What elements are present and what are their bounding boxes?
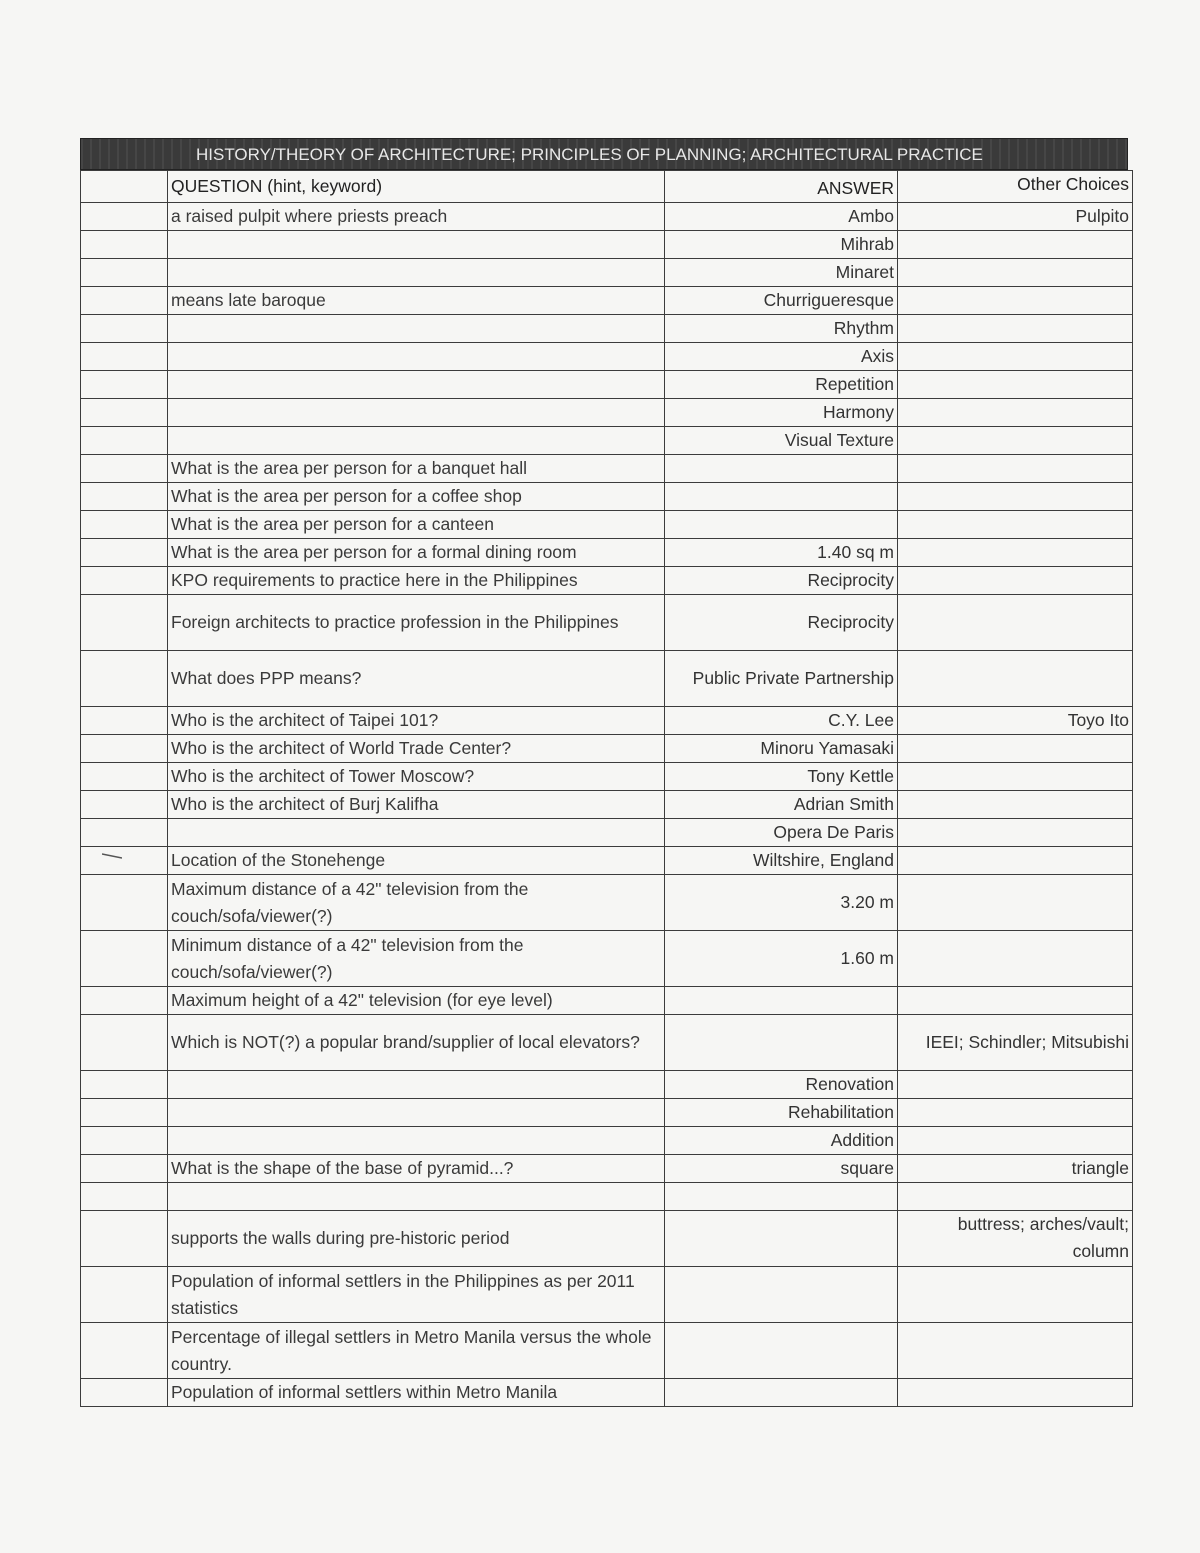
answer-cell xyxy=(665,483,898,511)
question-cell xyxy=(168,343,665,371)
table-row xyxy=(81,1015,1133,1071)
other-choices-cell xyxy=(898,875,1133,931)
table-row xyxy=(81,875,1133,931)
question-column-header: QUESTION (hint, keyword) xyxy=(168,171,665,203)
index-cell xyxy=(81,1211,168,1267)
question-cell: Location of the Stonehenge xyxy=(168,847,665,875)
index-cell xyxy=(81,875,168,931)
table-row xyxy=(81,399,1133,427)
answer-cell: Renovation xyxy=(665,1071,898,1099)
answer-cell: Public Private Partnership xyxy=(665,651,898,707)
table-row xyxy=(81,455,1133,483)
other-choices-cell: triangle xyxy=(898,1155,1133,1183)
index-cell xyxy=(81,231,168,259)
index-cell xyxy=(81,1127,168,1155)
index-cell xyxy=(81,735,168,763)
other-choices-cell xyxy=(898,1099,1133,1127)
table-row xyxy=(81,987,1133,1015)
other-choices-cell xyxy=(898,427,1133,455)
table-row xyxy=(81,1071,1133,1099)
question-cell: supports the walls during pre-historic period xyxy=(168,1211,665,1267)
index-cell xyxy=(81,1071,168,1099)
question-cell xyxy=(168,1183,665,1211)
question-cell: Who is the architect of Burj Kalifha xyxy=(168,791,665,819)
table-row xyxy=(81,651,1133,707)
index-cell xyxy=(81,1099,168,1127)
question-cell xyxy=(168,231,665,259)
other-choices-cell: IEEI; Schindler; Mitsubishi xyxy=(898,1015,1133,1071)
answer-cell xyxy=(665,1323,898,1379)
answer-cell: 1.40 sq m xyxy=(665,539,898,567)
other-choices-cell xyxy=(898,1071,1133,1099)
question-cell: KPO requirements to practice here in the Philippines xyxy=(168,567,665,595)
other-choices-cell xyxy=(898,763,1133,791)
other-choices-cell: buttress; arches/vault; column xyxy=(898,1211,1133,1267)
other-choices-cell xyxy=(898,595,1133,651)
question-cell: Population of informal settlers within Metro Manila xyxy=(168,1379,665,1407)
index-cell xyxy=(81,791,168,819)
other-choices-cell xyxy=(898,931,1133,987)
answer-cell xyxy=(665,511,898,539)
table-row xyxy=(81,567,1133,595)
other-choices-cell xyxy=(898,1379,1133,1407)
table-row xyxy=(81,735,1133,763)
other-choices-cell xyxy=(898,231,1133,259)
other-choices-cell xyxy=(898,315,1133,343)
other-choices-cell xyxy=(898,567,1133,595)
question-cell: What does PPP means? xyxy=(168,651,665,707)
other-choices-cell xyxy=(898,651,1133,707)
answer-cell: Wiltshire, England xyxy=(665,847,898,875)
index-cell xyxy=(81,931,168,987)
index-cell xyxy=(81,171,168,203)
table-row xyxy=(81,1323,1133,1379)
question-cell xyxy=(168,399,665,427)
table-row xyxy=(81,847,1133,875)
question-cell xyxy=(168,1071,665,1099)
other-choices-cell xyxy=(898,1127,1133,1155)
question-cell: Percentage of illegal settlers in Metro Manila versus the whole country. xyxy=(168,1323,665,1379)
index-cell xyxy=(81,651,168,707)
question-cell xyxy=(168,1099,665,1127)
index-cell xyxy=(81,483,168,511)
answer-cell xyxy=(665,1211,898,1267)
other-choices-cell xyxy=(898,987,1133,1015)
table-row xyxy=(81,259,1133,287)
index-cell xyxy=(81,707,168,735)
table-row xyxy=(81,539,1133,567)
answer-cell: Opera De Paris xyxy=(665,819,898,847)
answer-cell: 3.20 m xyxy=(665,875,898,931)
index-cell xyxy=(81,567,168,595)
question-cell: What is the shape of the base of pyramid...? xyxy=(168,1155,665,1183)
other-choices-cell xyxy=(898,819,1133,847)
answer-cell: Axis xyxy=(665,343,898,371)
index-cell xyxy=(81,1155,168,1183)
answer-column-header: ANSWER xyxy=(665,171,898,203)
answer-cell xyxy=(665,1015,898,1071)
index-cell xyxy=(81,763,168,791)
answer-cell: Visual Texture xyxy=(665,427,898,455)
table-row xyxy=(81,763,1133,791)
answer-cell: Harmony xyxy=(665,399,898,427)
question-cell: What is the area per person for a coffee shop xyxy=(168,483,665,511)
table-row xyxy=(81,231,1133,259)
question-cell xyxy=(168,315,665,343)
answer-cell xyxy=(665,1267,898,1323)
question-cell: Foreign architects to practice profession in the Philippines xyxy=(168,595,665,651)
other-choices-cell xyxy=(898,791,1133,819)
index-cell xyxy=(81,847,168,875)
question-cell: a raised pulpit where priests preach xyxy=(168,203,665,231)
other-choices-cell xyxy=(898,483,1133,511)
answer-cell: Minaret xyxy=(665,259,898,287)
other-choices-cell xyxy=(898,455,1133,483)
answer-cell: Rehabilitation xyxy=(665,1099,898,1127)
index-cell xyxy=(81,987,168,1015)
other-choices-cell xyxy=(898,371,1133,399)
table-row xyxy=(81,931,1133,987)
index-cell xyxy=(81,1379,168,1407)
question-cell: Who is the architect of Taipei 101? xyxy=(168,707,665,735)
answer-cell xyxy=(665,987,898,1015)
answer-cell: Minoru Yamasaki xyxy=(665,735,898,763)
answer-cell: Repetition xyxy=(665,371,898,399)
index-cell xyxy=(81,287,168,315)
table-row xyxy=(81,1267,1133,1323)
table-row xyxy=(81,1379,1133,1407)
question-cell xyxy=(168,427,665,455)
index-cell xyxy=(81,1267,168,1323)
table-row xyxy=(81,791,1133,819)
question-cell xyxy=(168,1127,665,1155)
other-choices-cell xyxy=(898,847,1133,875)
answer-cell: square xyxy=(665,1155,898,1183)
question-cell: Maximum height of a 42" television (for eye level) xyxy=(168,987,665,1015)
table-row xyxy=(81,427,1133,455)
table-row xyxy=(81,287,1133,315)
other-choices-cell xyxy=(898,511,1133,539)
question-cell: Who is the architect of Tower Moscow? xyxy=(168,763,665,791)
table-row xyxy=(81,819,1133,847)
header-row xyxy=(81,171,1133,203)
question-cell: Minimum distance of a 42" television from the couch/sofa/viewer(?) xyxy=(168,931,665,987)
question-cell: Who is the architect of World Trade Center? xyxy=(168,735,665,763)
question-cell: Which is NOT(?) a popular brand/supplier of local elevators? xyxy=(168,1015,665,1071)
other-choices-cell xyxy=(898,1267,1133,1323)
index-cell xyxy=(81,259,168,287)
index-cell xyxy=(81,819,168,847)
table-row xyxy=(81,1211,1133,1267)
other-choices-cell: Toyo Ito xyxy=(898,707,1133,735)
index-cell xyxy=(81,315,168,343)
index-cell xyxy=(81,1183,168,1211)
index-cell xyxy=(81,595,168,651)
pen-tick-mark xyxy=(102,853,122,859)
table-row xyxy=(81,511,1133,539)
index-cell xyxy=(81,203,168,231)
qa-table xyxy=(80,170,1133,1407)
index-cell xyxy=(81,1323,168,1379)
answer-cell: Adrian Smith xyxy=(665,791,898,819)
table-row xyxy=(81,343,1133,371)
other-choices-cell: Pulpito xyxy=(898,203,1133,231)
question-cell: What is the area per person for a formal dining room xyxy=(168,539,665,567)
table-row xyxy=(81,483,1133,511)
other-choices-cell xyxy=(898,287,1133,315)
index-cell xyxy=(81,427,168,455)
question-cell: Population of informal settlers in the Philippines as per 2011 statistics xyxy=(168,1267,665,1323)
other-choices-cell xyxy=(898,399,1133,427)
question-cell xyxy=(168,259,665,287)
sheet-title-banner: HISTORY/THEORY OF ARCHITECTURE; PRINCIPLES OF PLANNING; ARCHITECTURAL PRACTICE xyxy=(80,138,1128,170)
index-cell xyxy=(81,511,168,539)
answer-cell xyxy=(665,1379,898,1407)
table-row xyxy=(81,315,1133,343)
question-cell: means late baroque xyxy=(168,287,665,315)
table-row xyxy=(81,1183,1133,1211)
table-row xyxy=(81,1099,1133,1127)
table-row xyxy=(81,707,1133,735)
other-choices-cell xyxy=(898,1183,1133,1211)
other-choices-cell xyxy=(898,735,1133,763)
question-cell: Maximum distance of a 42" television from the couch/sofa/viewer(?) xyxy=(168,875,665,931)
other-choices-cell xyxy=(898,539,1133,567)
other-choices-cell xyxy=(898,343,1133,371)
answer-cell: Reciprocity xyxy=(665,567,898,595)
other-choices-cell xyxy=(898,1323,1133,1379)
question-cell xyxy=(168,371,665,399)
answer-cell xyxy=(665,1183,898,1211)
answer-cell: Churrigueresque xyxy=(665,287,898,315)
table-row xyxy=(81,1155,1133,1183)
table-row xyxy=(81,1127,1133,1155)
answer-cell: Addition xyxy=(665,1127,898,1155)
other-choices-column-header: Other Choices xyxy=(898,171,1133,203)
index-cell xyxy=(81,1015,168,1071)
answer-cell: Mihrab xyxy=(665,231,898,259)
index-cell xyxy=(81,455,168,483)
quiz-sheet xyxy=(80,138,1128,1407)
index-cell xyxy=(81,371,168,399)
index-cell xyxy=(81,539,168,567)
index-cell xyxy=(81,343,168,371)
table-row xyxy=(81,203,1133,231)
question-cell: What is the area per person for a banquet hall xyxy=(168,455,665,483)
answer-cell: Tony Kettle xyxy=(665,763,898,791)
answer-cell: C.Y. Lee xyxy=(665,707,898,735)
table-row xyxy=(81,371,1133,399)
question-cell: What is the area per person for a canteen xyxy=(168,511,665,539)
index-cell xyxy=(81,399,168,427)
question-cell xyxy=(168,819,665,847)
answer-cell: Ambo xyxy=(665,203,898,231)
table-row xyxy=(81,595,1133,651)
answer-cell xyxy=(665,455,898,483)
answer-cell: Rhythm xyxy=(665,315,898,343)
answer-cell: Reciprocity xyxy=(665,595,898,651)
answer-cell: 1.60 m xyxy=(665,931,898,987)
other-choices-cell xyxy=(898,259,1133,287)
